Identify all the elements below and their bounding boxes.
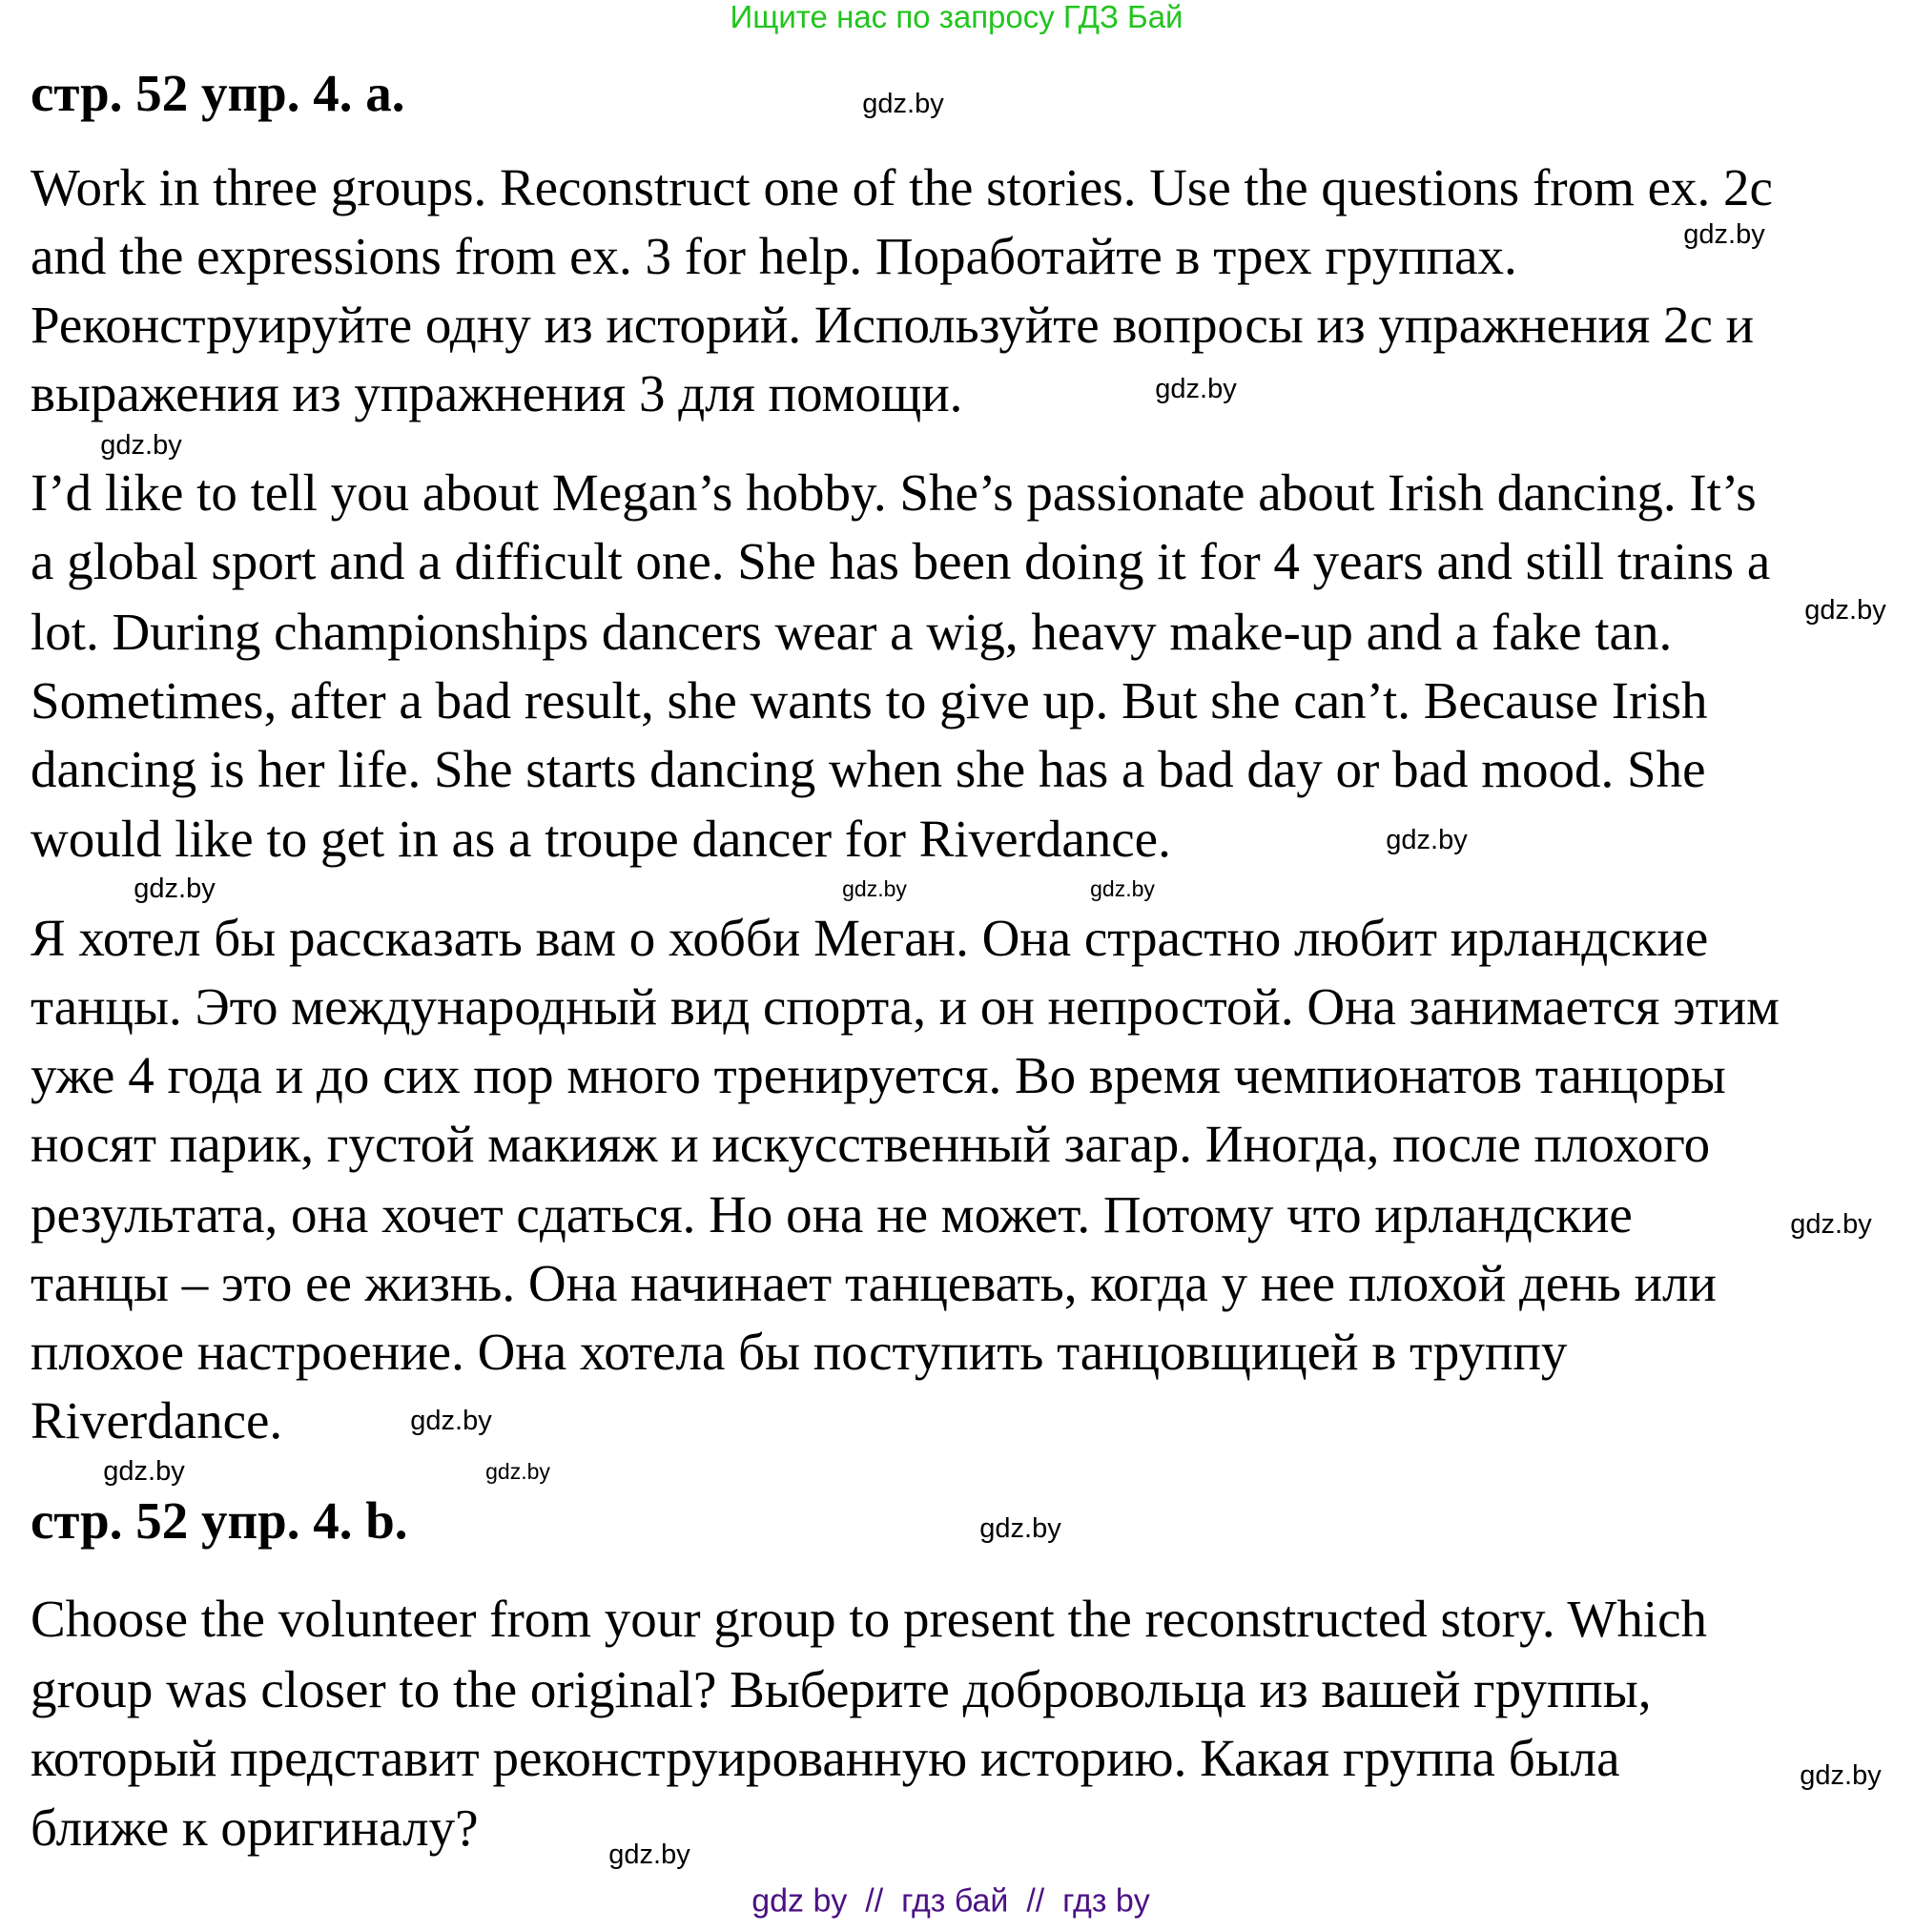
watermark: gdz.by [608, 1840, 690, 1870]
text-line: уже 4 года и до сих пор много тренируется. Во время чемпионатов танцоры [31, 1046, 1726, 1104]
text-line: который представит реконструированную историю. Какая группа была [31, 1729, 1620, 1787]
text-line: танцы – это ее жизнь. Она начинает танцевать, когда у нее плохой день или [31, 1254, 1717, 1312]
watermark: gdz.by [979, 1513, 1061, 1544]
watermark: gdz.by [1683, 219, 1765, 250]
watermark: gdz.by [842, 876, 907, 901]
watermark: gdz.by [1090, 876, 1155, 901]
text-line: would like to get in as a troupe dancer for Riverdance. [31, 810, 1171, 868]
section-heading-a: стр. 52 упр. 4. a. [31, 64, 405, 122]
watermark: gdz.by [1790, 1209, 1872, 1240]
text-line: I’d like to tell you about Megan’s hobby. She’s passionate about Irish dancing. It’s [31, 463, 1757, 522]
text-line: lot. During championships dancers wear a wig, heavy make-up and a fake tan. [31, 603, 1673, 661]
watermark: gdz.by [1155, 374, 1237, 404]
watermark: gdz.by [103, 1456, 185, 1487]
text-line: Sometimes, after a bad result, she wants to give up. But she can’t. Because Irish [31, 671, 1708, 730]
text-line: Я хотел бы рассказать вам о хобби Меган. Она страстно любит ирландские [31, 909, 1709, 967]
text-line: плохое настроение. Она хотела бы поступить танцовщицей в труппу [31, 1323, 1568, 1381]
text-line: носят парик, густой макияж и искусственный загар. Иногда, после плохого [31, 1115, 1711, 1173]
watermark: gdz.by [1804, 595, 1886, 626]
text-line: group was closer to the original? Выберите добровольца из вашей группы, [31, 1660, 1652, 1718]
text-line: ближе к оригиналу? [31, 1798, 479, 1857]
watermark: gdz.by [485, 1459, 550, 1484]
text-line: dancing is her life. She starts dancing when she has a bad day or bad mood. She [31, 740, 1706, 798]
watermark: gdz.by [1800, 1760, 1882, 1791]
text-line: Реконструируйте одну из историй. Используйте вопросы из упражнения 2c и [31, 296, 1755, 354]
text-line: танцы. Это международный вид спорта, и он непростой. Она занимается этим [31, 977, 1780, 1036]
watermark: gdz.by [862, 89, 944, 119]
text-line: Choose the volunteer from your group to present the reconstructed story. Which [31, 1590, 1708, 1648]
text-line: and the expressions from ex. 3 for help. Поработайте в трех группах. [31, 227, 1517, 285]
watermark: gdz.by [134, 874, 216, 904]
text-line: a global sport and a difficult one. She has been doing it for 4 years and still trains a [31, 532, 1771, 590]
text-line: Riverdance. [31, 1391, 283, 1449]
footer-links: gdz by // гдз бай // гдз by [751, 1882, 1150, 1920]
watermark: gdz.by [100, 430, 182, 461]
text-line: результата, она хочет сдаться. Но она не может. Потому что ирландские [31, 1185, 1633, 1243]
watermark: gdz.by [1386, 825, 1468, 855]
watermark: gdz.by [410, 1406, 492, 1436]
section-heading-b: стр. 52 упр. 4. b. [31, 1491, 408, 1550]
text-line: выражения из упражнения 3 для помощи. [31, 364, 963, 422]
text-line: Work in three groups. Reconstruct one of the stories. Use the questions from ex. 2c [31, 158, 1773, 216]
search-banner: Ищите нас по запросу ГДЗ Бай [730, 0, 1183, 34]
